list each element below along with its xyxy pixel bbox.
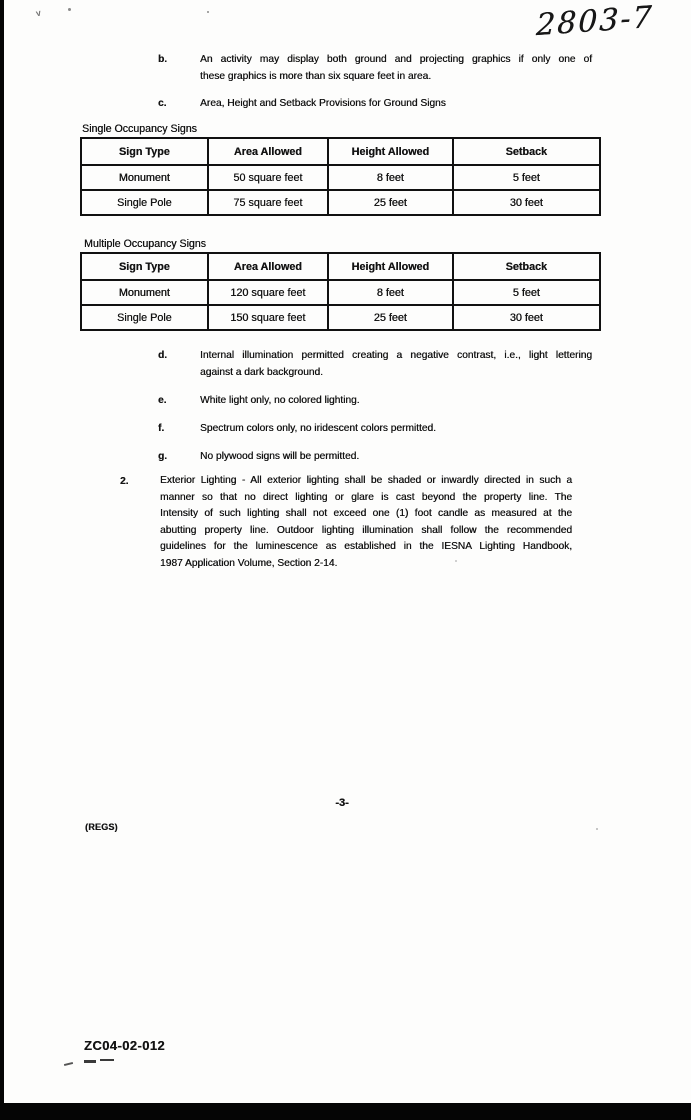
scan-speck: v [35, 7, 42, 19]
paragraph-line: guidelines for the luminescence as established in the IESNA Lighting Handbook, [160, 541, 572, 552]
table-cell: 120 square feet [208, 280, 328, 305]
table-header-row [81, 253, 600, 280]
item-label: c. [158, 98, 167, 109]
item-label: g. [158, 451, 168, 462]
scan-speck [68, 8, 71, 11]
item-text-line: An activity may display both ground and projecting graphics if only one of [200, 54, 592, 65]
table-row [81, 190, 600, 215]
table-cell: 5 feet [453, 280, 600, 305]
table-cell: 8 feet [328, 165, 453, 190]
table-cell: 25 feet [328, 190, 453, 215]
table-header-row [81, 138, 600, 165]
column-header: Setback [453, 138, 600, 165]
table-row [81, 280, 600, 305]
item-label: f. [158, 423, 165, 434]
column-header: Sign Type [81, 253, 208, 280]
table-cell: Single Pole [81, 190, 208, 215]
table-cell: Single Pole [81, 305, 208, 330]
paragraph-line: abutting property line. Outdoor lighting illumination shall follow the recommended [160, 524, 572, 536]
item-text-line: these graphics is more than six square feet in area. [200, 71, 432, 82]
item-label: 2. [120, 476, 129, 487]
column-header: Area Allowed [208, 138, 328, 165]
table-title-single-occupancy: Single Occupancy Signs [82, 123, 197, 135]
page-number: -3- [335, 797, 349, 809]
table-row [81, 305, 600, 330]
table-cell: 25 feet [328, 305, 453, 330]
table-cell: 8 feet [328, 280, 453, 305]
column-header: Area Allowed [208, 253, 328, 280]
pen-mark [100, 1059, 114, 1061]
item-text-line: No plywood signs will be permitted. [200, 451, 360, 462]
item-text-line: Internal illumination permitted creating a negative contrast, i.e., light lettering [200, 350, 592, 361]
table-row [81, 165, 600, 190]
table-title-multiple-occupancy: Multiple Occupancy Signs [84, 238, 206, 250]
paragraph-line: Intensity of such lighting shall not exceed one (1) foot candle as measured at the [160, 508, 572, 519]
table-cell: 150 square feet [208, 305, 328, 330]
table-cell: 5 feet [453, 165, 600, 190]
scan-artifact-bottom-bar [0, 1103, 691, 1120]
column-header: Height Allowed [328, 138, 453, 165]
table-cell: 50 square feet [208, 165, 328, 190]
scan-artifact-left-edge [0, 0, 4, 1120]
item-text-line: Area, Height and Setback Provisions for Ground Signs [200, 98, 446, 109]
regs-tag: (REGS) [85, 822, 118, 832]
column-header: Sign Type [81, 138, 208, 165]
pen-mark [84, 1060, 96, 1063]
table-cell: 75 square feet [208, 190, 328, 215]
item-label: b. [158, 54, 168, 65]
case-number: ZC04-02-012 [84, 1038, 165, 1053]
scan-speck [207, 11, 209, 13]
item-text-line: against a dark background. [200, 367, 323, 378]
paragraph-line: Exterior Lighting - All exterior lighting shall be shaded or inwardly directed in such a [160, 475, 572, 486]
item-label: e. [158, 395, 167, 406]
handwritten-case-number: 2803-7 [535, 0, 655, 44]
item-text-line: White light only, no colored lighting. [200, 395, 360, 406]
table-cell: 30 feet [453, 305, 600, 330]
table-cell: 30 feet [453, 190, 600, 215]
pen-mark [64, 1062, 73, 1066]
paragraph-line: manner so that no direct lighting or glare is cast beyond the property line. The [160, 491, 572, 503]
table-cell: Monument [81, 280, 208, 305]
item-label: d. [158, 350, 168, 361]
paragraph-line: 1987 Application Volume, Section 2-14. [160, 557, 338, 569]
scan-speck [596, 828, 598, 830]
column-header: Height Allowed [328, 253, 453, 280]
column-header: Setback [453, 253, 600, 280]
item-text-line: Spectrum colors only, no iridescent colors permitted. [200, 423, 436, 434]
multiple-occupancy-signs-table [80, 252, 601, 331]
table-cell: Monument [81, 165, 208, 190]
single-occupancy-signs-table [80, 137, 601, 216]
